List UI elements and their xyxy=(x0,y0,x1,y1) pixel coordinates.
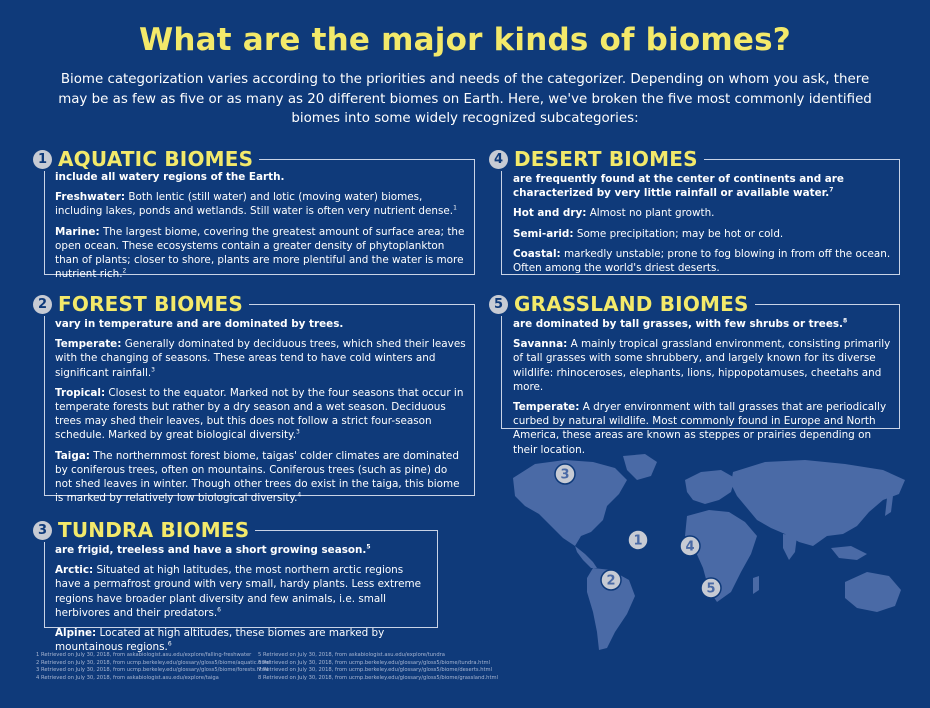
desert-content xyxy=(513,172,891,281)
map-marker-3 xyxy=(555,464,575,484)
section-number-badge: 2 xyxy=(33,295,52,314)
svg-text:1: 1 xyxy=(633,533,643,549)
footnote: 4 Retrieved on July 30, 2018, from askabiologist.asu.edu/explore/taiga xyxy=(36,674,219,681)
forest-content xyxy=(55,317,467,511)
desert-item-coastal: Coastal: markedly unstable; prone to fog blowing in from off the ocean. Often among the world's driest deserts. xyxy=(513,247,891,275)
section-lead: include all watery regions of the Earth. xyxy=(55,171,285,183)
footnote: 7 Retrieved on July 30, 2018, from ucmp.berkeley.edu/glossary/gloss5/biome/deserts.html xyxy=(258,667,493,674)
tundra-item-arctic: Arctic: Situated at high latitudes, the most northern arctic regions have a permafrost ground with very small, hardy plants. Less extreme regions have broader plant diversity and few animals, i.e. small herbivores and their predators.$^6$ xyxy=(55,564,421,619)
intro-paragraph: Biome categorization varies according to the priorities and needs of the categorizer. Depending on whom you ask, there may be as few as five or as many as 20 different biomes on Earth. Here, we've broken the five most commonly identified biomes into some widely recognized subcategories: xyxy=(58,72,872,126)
desert-item-semi-arid: Semi-arid: Some precipitation; may be hot or cold. xyxy=(513,227,784,240)
svg-text:2: 2 xyxy=(606,573,616,589)
section-title: DESERT BIOMES xyxy=(514,147,698,171)
footnote: 8 Retrieved on July 30, 2018, from ucmp.berkeley.edu/glossary/gloss5/biome/grassland.html xyxy=(258,674,498,681)
aquatic-item-freshwater: Freshwater: Both lentic (still water) and lotic (moving water) biomes, including lakes, ponds and wetlands. Still water is often very nutrient dense.$^1$ xyxy=(55,191,457,218)
forest-item-tropical: Tropical: Closest to the equator. Marked not by the four seasons that occur in temperate forests but rather by a dry season and a wet season. Deciduous trees may shed their leaves, but this does not follow a strict four-season schedule. Marked by great biological diversity.$^3$ xyxy=(55,386,464,442)
section-lead: vary in temperature and are dominated by trees. xyxy=(55,318,344,330)
desert-header xyxy=(489,147,704,171)
section-number-badge: 5 xyxy=(489,295,508,314)
page-title: What are the major kinds of biomes? xyxy=(139,22,791,58)
section-title: FOREST BIOMES xyxy=(58,292,243,316)
map-marker-2 xyxy=(601,570,621,590)
footnote: 3 Retrieved on July 30, 2018, from ucmp.berkeley.edu/glossary/gloss5/biome/forests.html xyxy=(36,667,269,674)
footnote: 6 Retrieved on July 30, 2018, from ucmp.berkeley.edu/glossary/gloss5/biome/tundra.html xyxy=(258,659,490,666)
footnote: 5 Retrieved on July 30, 2018, from askabiologist.asu.edu/explore/tundra xyxy=(258,652,445,658)
map-marker-1 xyxy=(628,530,648,550)
aquatic-item-marine: Marine: The largest biome, covering the greatest amount of surface area; the open ocean. These ecosystems contain a greater density of phytoplankton than of plants; closer to shore, plants are more plentiful and the water is more nutrient rich.$^2$ xyxy=(55,225,465,281)
grassland-item-temperate: Temperate: A dryer environment with tall grasses that are periodically curbed by natural wildlife. Most commonly found in Europe and North America, these areas are known as steppes or prairies depending on their location. xyxy=(513,401,887,456)
map-marker-4 xyxy=(680,536,700,556)
world-map-landmass xyxy=(513,454,905,650)
section-number-badge: 1 xyxy=(33,150,52,169)
section-number-badge: 4 xyxy=(489,150,508,169)
section-title: GRASSLAND BIOMES xyxy=(514,292,749,316)
forest-item-temperate: Temperate: Generally dominated by deciduous trees, which shed their leaves with the changing of seasons. These areas tend to have cold winters and significant rainfall.$^3$ xyxy=(55,338,466,379)
svg-text:4: 4 xyxy=(685,539,695,555)
world-map xyxy=(495,450,915,662)
footnotes-right xyxy=(258,652,498,682)
section-title: AQUATIC BIOMES xyxy=(58,147,254,171)
footnotes-left xyxy=(36,652,270,682)
section-lead: are frigid, treeless and have a short growing season.$^5$ xyxy=(55,543,371,556)
map-marker-5 xyxy=(701,578,721,598)
svg-text:5: 5 xyxy=(706,581,716,597)
grassland-content xyxy=(513,317,891,463)
footnote: 1 Retrieved on July 30, 2018, from askabiologist.asu.edu/explore/falling-freshwater xyxy=(36,652,252,658)
aquatic-content xyxy=(55,170,465,287)
desert-item-hot-dry: Hot and dry: Almost no plant growth. xyxy=(513,207,715,220)
forest-item-taiga: Taiga: The northernmost forest biome, taigas' colder climates are dominated by coniferous trees, often on mountains. Coniferous trees (such as pine) do not shed leaves in winter. Though other trees do exist in the taiga, this biome is marked by relatively low biological diversity.$^4$ xyxy=(55,449,460,505)
section-lead: are dominated by tall grasses, with few shrubs or trees.$^8$ xyxy=(513,317,848,330)
forest-header xyxy=(33,292,249,316)
tundra-header xyxy=(33,518,255,542)
section-lead: are frequently found at the center of continents and are characterized by very little rainfall or available water.$^7$ xyxy=(513,173,844,200)
section-title: TUNDRA BIOMES xyxy=(58,518,250,542)
tundra-item-alpine: Alpine: Located at high altitudes, these biomes are marked by mountainous regions.$^6$ xyxy=(55,627,385,654)
grassland-header xyxy=(489,292,755,316)
section-number-badge: 3 xyxy=(33,521,52,540)
aquatic-header xyxy=(33,147,259,171)
tundra-content xyxy=(55,543,429,660)
grassland-item-savanna: Savanna: A mainly tropical grassland environment, consisting primarily of tall grasses with some shrubbery, and largely known for its diverse wildlife: rhinoceroses, elephants, lions, hippopotamuses, cheetahs and more. xyxy=(513,338,891,393)
svg-text:3: 3 xyxy=(560,467,570,483)
footnote: 2 Retrieved on July 30, 2018, from ucmp.berkeley.edu/glossary/gloss5/biome/aquatic.html xyxy=(36,659,271,666)
